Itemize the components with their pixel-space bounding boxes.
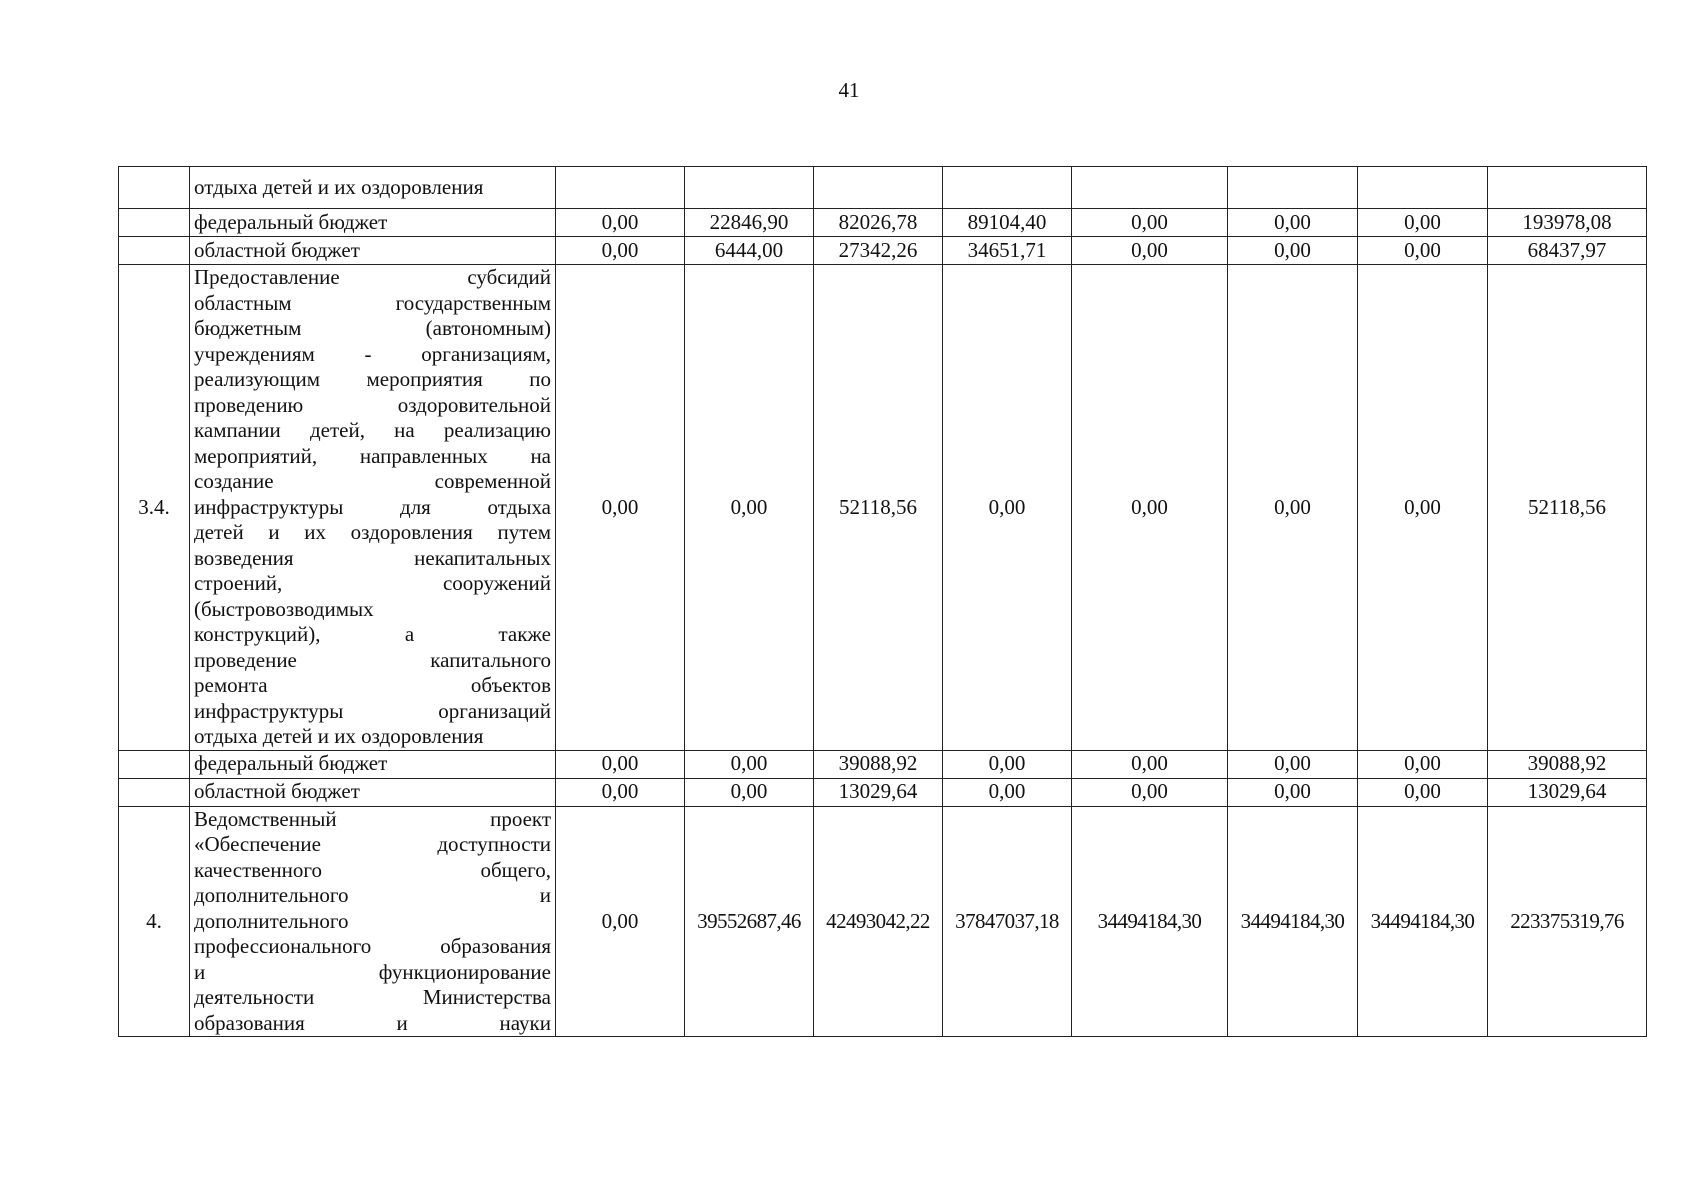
name-line: дополнительного и	[194, 883, 551, 907]
value-cell: 42493042,22	[814, 806, 943, 1037]
name-line: возведения некапитальных	[194, 545, 551, 570]
value-cell: 0,00	[943, 265, 1072, 751]
name-line: реализующим мероприятия по	[194, 367, 551, 391]
name-line: профессионального образования	[194, 934, 551, 958]
name-line: областной бюджет	[194, 779, 360, 804]
value-cell: 68437,97	[1488, 237, 1647, 265]
value-cell: 0,00	[1228, 265, 1358, 751]
name-line: и функционирование	[194, 959, 551, 984]
name-line: бюджетным (автономным)	[194, 316, 551, 340]
name-line: федеральный бюджет	[194, 751, 388, 776]
value-cell: 0,00	[1358, 265, 1488, 751]
value-cell: 34494184,30	[1072, 806, 1228, 1037]
value-cell: 34494184,30	[1228, 806, 1358, 1037]
row-name	[190, 750, 556, 778]
table-row	[119, 209, 1647, 237]
name-line: инфраструктуры организаций	[194, 698, 551, 723]
table-row	[119, 750, 1647, 778]
value-cell: 0,00	[1358, 237, 1488, 265]
value-cell: 52118,56	[1488, 265, 1647, 751]
budget-table	[118, 166, 1647, 1037]
value-cell: 37847037,18	[943, 806, 1072, 1037]
name-line: кампании детей, на реализацию	[194, 418, 551, 442]
row-name	[190, 167, 556, 209]
row-name	[190, 806, 556, 1037]
value-cell: 0,00	[1228, 750, 1358, 778]
value-cell: 0,00	[556, 209, 685, 237]
table-row	[119, 237, 1647, 265]
value-cell	[943, 167, 1072, 209]
name-line: конструкций), а также	[194, 622, 551, 646]
name-line: качественного общего,	[194, 857, 551, 882]
row-index	[119, 237, 190, 265]
value-cell: 0,00	[943, 778, 1072, 806]
name-line: проведение капитального	[194, 647, 551, 672]
table-row	[119, 265, 1647, 751]
value-cell	[814, 167, 943, 209]
value-cell: 52118,56	[814, 265, 943, 751]
value-cell: 0,00	[556, 750, 685, 778]
row-index: 3.4.	[119, 265, 190, 751]
value-cell: 223375319,76	[1488, 806, 1647, 1037]
row-name	[190, 209, 556, 237]
value-cell: 82026,78	[814, 209, 943, 237]
name-line: Предоставление субсидий	[194, 265, 551, 289]
value-cell: 0,00	[1358, 209, 1488, 237]
value-cell: 0,00	[556, 778, 685, 806]
value-cell: 39088,92	[1488, 750, 1647, 778]
page-number: 41	[838, 78, 860, 102]
name-line: ремонта объектов	[194, 673, 551, 697]
row-index	[119, 750, 190, 778]
value-cell: 0,00	[1228, 209, 1358, 237]
row-index	[119, 778, 190, 806]
name-line: отдыха детей и их оздоровления	[194, 724, 484, 748]
value-cell	[1358, 167, 1488, 209]
value-cell: 6444,00	[685, 237, 814, 265]
value-cell: 27342,26	[814, 237, 943, 265]
name-line: строений, сооружений	[194, 571, 551, 595]
value-cell: 0,00	[1358, 750, 1488, 778]
value-cell: 39088,92	[814, 750, 943, 778]
name-line: детей и их оздоровления путем	[194, 520, 551, 544]
table-row	[119, 806, 1647, 1037]
value-cell	[556, 167, 685, 209]
value-cell: 0,00	[1072, 237, 1228, 265]
value-cell	[1488, 167, 1647, 209]
table-row	[119, 167, 1647, 209]
value-cell: 89104,40	[943, 209, 1072, 237]
value-cell: 13029,64	[814, 778, 943, 806]
value-cell: 13029,64	[1488, 778, 1647, 806]
name-line: проведению оздоровительной	[194, 392, 551, 417]
value-cell: 0,00	[1072, 750, 1228, 778]
value-cell: 0,00	[685, 778, 814, 806]
value-cell	[1228, 167, 1358, 209]
name-line: образования и науки	[194, 1010, 551, 1035]
row-name	[190, 265, 556, 751]
value-cell: 0,00	[943, 750, 1072, 778]
value-cell: 34651,71	[943, 237, 1072, 265]
name-line: учреждениям - организациям,	[194, 341, 551, 366]
value-cell: 0,00	[1072, 265, 1228, 751]
value-cell: 22846,90	[685, 209, 814, 237]
row-index: 4.	[119, 806, 190, 1037]
name-line: деятельности Министерства	[194, 985, 551, 1009]
value-cell: 0,00	[1358, 778, 1488, 806]
value-cell	[1072, 167, 1228, 209]
value-cell: 0,00	[556, 806, 685, 1037]
name-line: Ведомственный проект	[194, 806, 551, 831]
table-row	[119, 778, 1647, 806]
name-line: «Обеспечение доступности	[194, 832, 551, 856]
value-cell: 39552687,46	[685, 806, 814, 1037]
value-cell: 0,00	[1072, 778, 1228, 806]
name-line: (быстровозводимых	[194, 596, 374, 621]
value-cell: 0,00	[556, 237, 685, 265]
value-cell: 0,00	[685, 750, 814, 778]
name-line: инфраструктуры для отдыха	[194, 494, 551, 519]
row-name	[190, 237, 556, 265]
value-cell	[685, 167, 814, 209]
name-line: федеральный бюджет	[194, 209, 388, 234]
value-cell: 0,00	[1228, 237, 1358, 265]
row-index	[119, 209, 190, 237]
name-line: мероприятий, направленных на	[194, 443, 551, 468]
value-cell: 34494184,30	[1358, 806, 1488, 1037]
row-name	[190, 778, 556, 806]
value-cell: 0,00	[556, 265, 685, 751]
name-line: дополнительного	[194, 908, 349, 933]
value-cell: 0,00	[1228, 778, 1358, 806]
name-line: отдыха детей и их оздоровления	[194, 174, 484, 199]
value-cell: 0,00	[1072, 209, 1228, 237]
value-cell: 193978,08	[1488, 209, 1647, 237]
row-index	[119, 167, 190, 209]
name-line: создание современной	[194, 469, 551, 493]
name-line: областным государственным	[194, 290, 551, 315]
value-cell: 0,00	[685, 265, 814, 751]
name-line: областной бюджет	[194, 237, 360, 262]
